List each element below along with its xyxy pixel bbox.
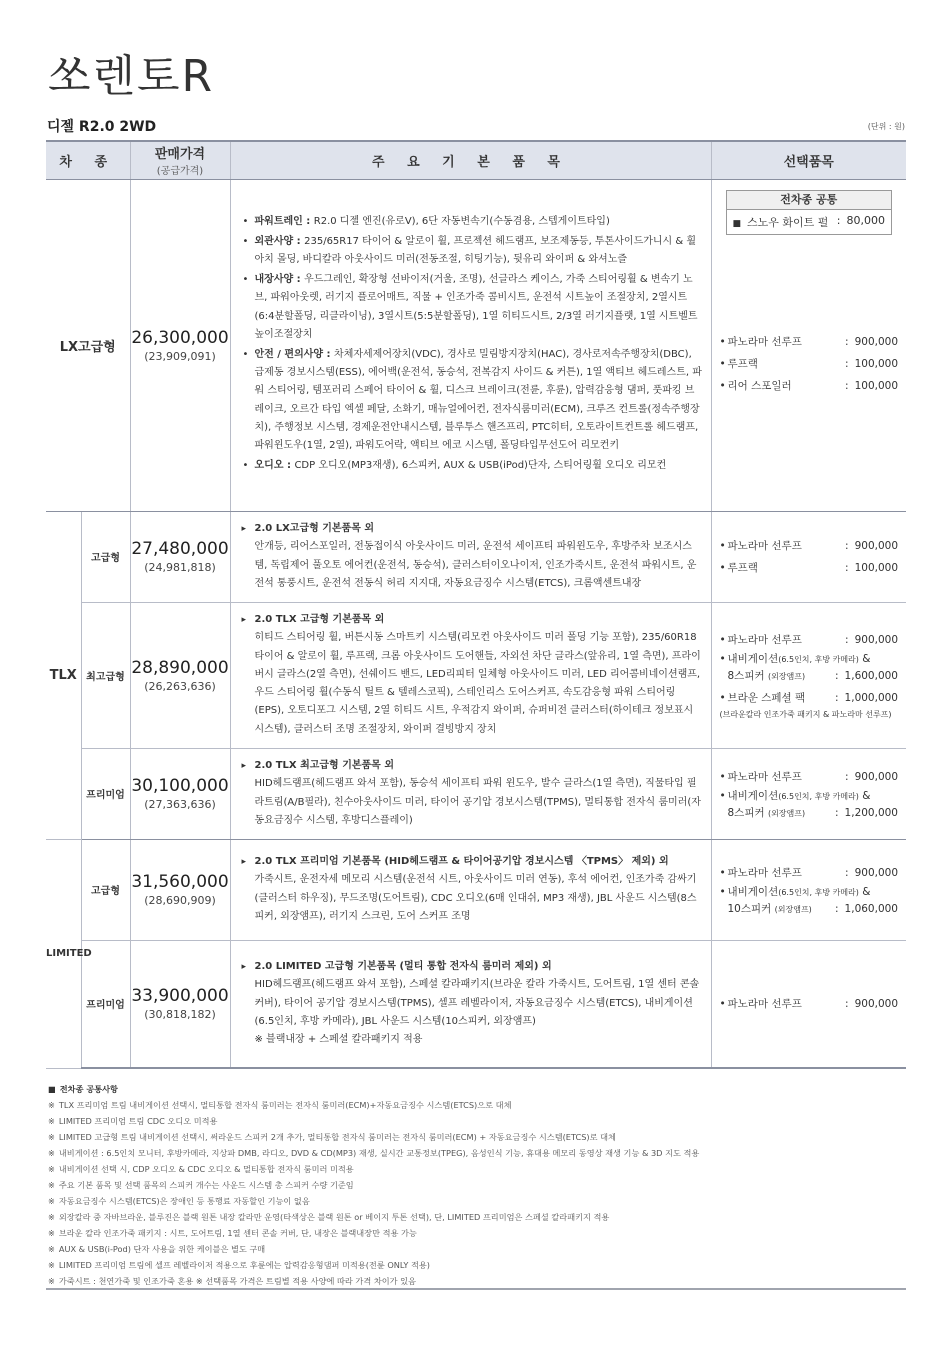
supply-price: (23,909,091) (144, 349, 216, 363)
trim-name: 프리미엄 (81, 940, 130, 1068)
options-cell (711, 940, 906, 1068)
model-name: LIMITED (46, 839, 81, 1068)
header-price: 판매가격 (공급가격) (130, 141, 230, 179)
footnote: ※ LIMITED 프리미엄 트림 CDC 오디오 미적용 (48, 1113, 908, 1129)
table-row (46, 511, 906, 602)
trim-name: 최고급형 (81, 602, 130, 748)
table-row (46, 602, 906, 748)
table-row (46, 940, 906, 1068)
footnotes-heading: ■ 전차종 공통사항 (48, 1081, 908, 1097)
features-cell (230, 179, 711, 511)
footnote: ※ LIMITED 프리미엄 트림에 셀프 레벨라이저 적용으로 후륜에는 압력감응형댐퍼 미적용(전륜 ONLY 적용) (48, 1257, 908, 1273)
footnote: ※ TLX 프리미엄 트림 내비게이션 선택시, 멀티통합 전자식 룸미러는 전자식 룸미러(ECM)+자동요금징수 시스템(ETCS)으로 대체 (48, 1097, 908, 1113)
price-cell: 30,100,000 (27,363,636) (130, 748, 230, 839)
footnotes (48, 1081, 908, 1289)
price-cell: 28,890,000 (26,263,636) (130, 602, 230, 748)
header-options: 선택품목 (711, 141, 906, 179)
feature-item: • 외관사양 : 235/65R17 타이어 & 알로이 휠, 프로젝션 헤드램프, 보조제동등, 투톤사이드가니시 & 휠아치 몰딩, 바디칼라 아웃사이드 미러(전동조절, 히팅기능), 뒷유리 와이퍼 & 와셔노즐 (241, 233, 703, 269)
features-cell: ▸ 2.0 TLX 최고급형 기본품목 외 HID헤드램프(헤드램프 와셔 포함), 동승석 세이프티 파워 윈도우, 발수 글라스(1열 측면), 직물타입 필라트림(A/B필라), 친수아웃사이드 미러, 타이어 공기압 경보시스템(TPMS), 멀티통합 전자식 룸미러(자동요금징수 시스템, 후방디스플레이) (230, 748, 711, 839)
price-cell: 31,560,000 (28,690,909) (130, 839, 230, 940)
feature-item: • 안전 / 편의사양 : 차체자세제어장치(VDC), 경사로 밀림방지장치(HAC), 경사로저속주행장치(DBC), 급제동 경보시스템(ESS), 에어백(운전석, 동승석, 전복감지 사이드 & 커튼), 1열 액티브 헤드레스트, 파워 스티어링, 템포러리 스페어 타이어 & 휠, 디스크 브레이크(전륜, 후륜), 압력감응형 댐퍼, 풋파킹 브레이크, 오르간 타입 엑셀 페달, 소화기, 매뉴얼에어컨, 전자식룸미러(ECM), 크루즈 컨트롤(정속주행장치), 주행정보 시스템, 경제운전안내시스템, 블루투스 핸즈프리, PTC히터, 오토라이트컨트롤 헤드램프, 파워윈도우(1열, 2열), 파워도어락, 액티브 에코 시스템, 폴딩타입무선도어 리모컨키 (241, 346, 703, 455)
options-cell (711, 511, 906, 602)
features-cell: ▸ 2.0 TLX 프리미엄 기본품목 (HID헤드램프 & 타이어공기압 경보시스템 〈TPMS〉 제외) 외 가죽시트, 운전자세 메모리 시스템(운전석 시트, 아웃사이드 미러 연동), 후석 에어컨, 인조가죽 감싸기(클러스터 하우징), 무드조명(도어트림), CDC 오디오(6매 인대쉬, MP3 재생), JBL 사운드 시스템(8스피커, 외장앰프), 러기지 스크린, 도어 스커프 조명 (230, 839, 711, 940)
page-title: 쏘렌토R (48, 51, 215, 102)
footnote: ※ LIMITED 고급형 트림 내비게이션 선택시, 써라운드 스피커 2개 추가, 멀티통합 전자식 룸미러는 전자식 룸미러(ECM) + 자동요금징수 시스템(ETCS)로 대체 (48, 1129, 908, 1145)
price-cell: 33,900,000 (30,818,182) (130, 940, 230, 1068)
footnote: ※ 주요 기본 품목 및 선택 품목의 스피커 개수는 사운드 시스템 총 스피커 수량 기준임 (48, 1177, 908, 1193)
footnote: ※ 외장칼라 중 자바브라운, 블루진은 블랙 원톤 내장 칼라만 운영(타색상은 블랙 원톤 or 베이지 투톤 선택), 단, LIMITED 프리미엄은 스페셜 칼라패키지 적용 (48, 1209, 908, 1225)
price-cell (130, 179, 230, 511)
option-item: • 리어 스포일러 : 100,000 (720, 375, 899, 397)
engine-subtitle: 디젤 R2.0 2WD (47, 119, 157, 135)
options-cell (711, 748, 906, 839)
option-item: • 내비게이션(6.5인치, 후방 카메라) & 8스피커 (외장앰프) : 1,200,000 (720, 788, 899, 822)
option-item: • 파노라마 선루프 : 900,000 (720, 629, 899, 651)
bottom-divider (46, 1288, 906, 1290)
features-cell: ▸ 2.0 TLX 고급형 기본품목 외 히티드 스티어링 휠, 버튼시동 스마트키 시스템(리모컨 아웃사이드 미러 폴딩 기능 포함), 235/60R18 타이어 & 알로이 휠, 루프랙, 크롬 아웃사이드 도어핸들, 자외선 차단 글라스(앞유리, 1열 측면), 프라이버시 글라스(2열 측면), 선쉐이드 밴드, LED리피터 일체형 아웃사이드 미러, LED 리어콤비네이션램프, 우드 스티어링 휠(수동식 틸트 & 텔레스코픽), 스테인리스 도어스커프, 속도감응형 파워 스티어링(EPS), 오토디포그 시스템, 2열 히티드 시트, 우적감지 와이퍼, 슈퍼비전 클러스터(하이테크 정보표시 시스템), 클러스터 조명 조절장치, 와이퍼 결빙방지 장치 (230, 602, 711, 748)
option-item: • 브라운 스페셜 팩 : 1,000,000 (720, 687, 899, 709)
trim-name: 고급형 (81, 839, 130, 940)
table-row (46, 179, 906, 511)
option-item: • 내비게이션(6.5인치, 후방 카메라) & 10스피커 (외장앰프) : 1,060,000 (720, 884, 899, 918)
features-cell: ▸ 2.0 LIMITED 고급형 기본품목 (멀티 통합 전자식 룸미러 제외) 외 HID헤드램프(헤드램프 와셔 포함), 스페셜 칼라패키지(브라운 칼라 가죽시트, 도어트림, 1열 센터 콘솔 커버), 타이어 공기압 경보시스템(TPMS), 셀프 레벨라이저, 자동요금징수 시스템(ETCS), 내비게이션(6.5인치, 후방 카메라), JBL 사운드 시스템(10스피커, 외장앰프) ※ 블랙내장 + 스페셜 칼라패키지 적용 (230, 940, 711, 1068)
header-features: 주 요 기 본 품 목 (230, 141, 711, 179)
options-cell (711, 179, 906, 511)
trim-name: 프리미엄 (81, 748, 130, 839)
options-cell (711, 602, 906, 748)
model-name: TLX (46, 511, 81, 839)
option-item: • 루프랙 : 100,000 (720, 557, 899, 579)
option-item: • 내비게이션(6.5인치, 후방 카메라) & 8스피커 (외장앰프) : 1,600,000 (720, 651, 899, 685)
price-table (46, 140, 906, 1069)
options-cell (711, 839, 906, 940)
option-note: (브라운칼라 인조가죽 패키지 & 파노라마 선루프) (719, 710, 892, 719)
features-cell: ▸ 2.0 LX고급형 기본품목 외 안개등, 리어스포일러, 전동접이식 아웃사이드 미러, 운전석 세이프티 파워윈도우, 후방주차 보조시스템, 독립제어 풀오토 에어컨(운전석, 동승석), 클러스터이오나이저, 인조가죽시트, 운전석 파워시트, 운전석 통풍시트, 운전석 전동식 허리 지지대, 자동요금징수 시스템(ETCS), 크롬액센트내장 (230, 511, 711, 602)
common-option-box: 전차종 공통 ■ 스노우 화이트 펄 : 80,000 (726, 190, 893, 235)
feature-note: ※ 블랙내장 + 스페셜 칼라패키지 적용 (254, 1034, 423, 1046)
trim-name: 고급형 (81, 511, 130, 602)
option-item: • 파노라마 선루프 : 900,000 (720, 535, 899, 557)
footnote: ※ 브라운 칼라 인조가죽 패키지 : 시트, 도어트림, 1열 센터 콘솔 커버, 단, 내장은 블랙내장만 적용 가능 (48, 1225, 908, 1241)
sale-price: 26,300,000 (131, 327, 229, 348)
table-row (46, 839, 906, 940)
footnote: ※ 가죽시트 : 천연가죽 및 인조가죽 혼용 ※ 선택품목 가격은 트림별 적용 사양에 따라 가격 차이가 있음 (48, 1273, 908, 1289)
model-name: LX고급형 (46, 179, 130, 511)
price-cell: 27,480,000 (24,981,818) (130, 511, 230, 602)
option-item: • 파노라마 선루프 : 900,000 (720, 862, 899, 884)
feature-item: • 내장사양 : 우드그레인, 확장형 선바이저(거울, 조명), 선글라스 케이스, 가죽 스티어링휠 & 변속기 노브, 파워아웃렛, 러기지 플로어매트, 직물 + 인조가죽 콤비시트, 운전석 시트높이 조절장치, 2열시트(6:4분할폴딩, 리클라이닝), 3열시트(5:5분할폴딩), 1열 히티드시트, 2/3열 러기지플랫, 1열 시트벨트 높이조절장치 (241, 271, 703, 344)
option-item: • 루프랙 : 100,000 (720, 353, 899, 375)
footnote: ※ AUX & USB(i-Pod) 단자 사용을 위한 케이블은 별도 구매 (48, 1241, 908, 1257)
option-item: • 파노라마 선루프 : 900,000 (720, 993, 899, 1015)
option-item: • 파노라마 선루프 : 900,000 (720, 331, 899, 353)
feature-item: • 오디오 : CDP 오디오(MP3재생), 6스피커, AUX & USB(iPod)단자, 스티어링휠 오디오 리모컨 (241, 457, 703, 475)
option-item: • 파노라마 선루프 : 900,000 (720, 766, 899, 788)
feature-item: • 파워트레인 : R2.0 디젤 엔진(유로V), 6단 자동변속기(수동겸용, 스텝게이트타입) (241, 213, 703, 231)
table-row (46, 748, 906, 839)
header-model: 차 종 (46, 141, 130, 179)
footnote: ※ 자동요금징수 시스템(ETCS)은 장애인 등 통행료 자동할인 기능이 없음 (48, 1193, 908, 1209)
table-header (46, 141, 906, 179)
footnote: ※ 내비게이션 : 6.5인치 모니터, 후방카메라, 지상파 DMB, 라디오, DVD & CD(MP3) 재생, 실시간 교통정보(TPEG), 음성인식 기능, 휴대용 메모리 동영상 재생 기능 & 3D 지도 적용 (48, 1145, 908, 1161)
unit-label: (단위 : 원) (867, 122, 905, 131)
footnote: ※ 내비게이션 선택 시, CDP 오디오 & CDC 오디오 & 멀티통합 전자식 룸미러 미적용 (48, 1161, 908, 1177)
